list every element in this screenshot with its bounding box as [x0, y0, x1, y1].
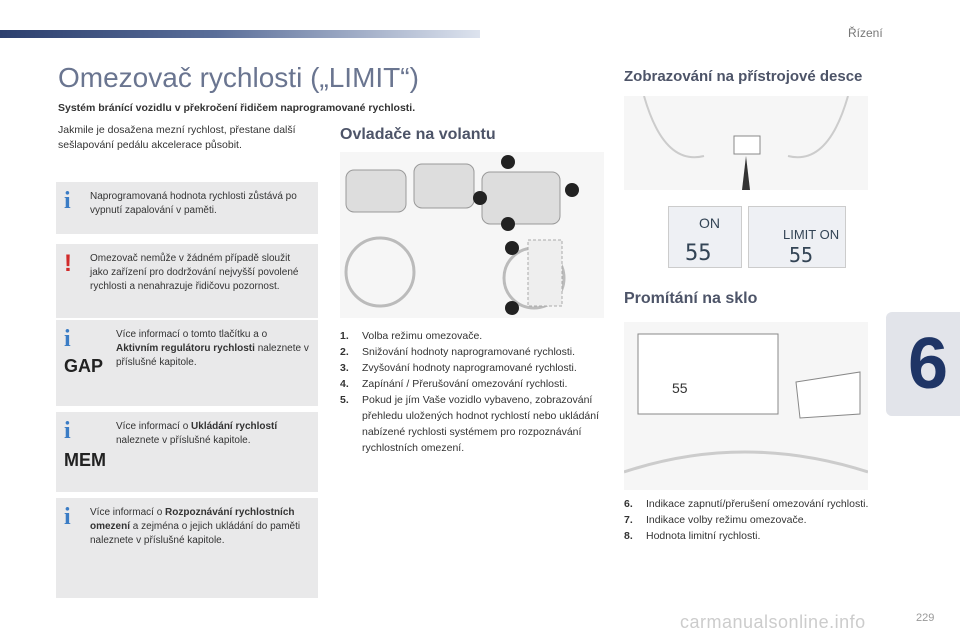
page-number: 229: [916, 612, 935, 624]
list-item: 4. Zapínání / Přerušování omezování rychlosti.: [340, 378, 568, 390]
info-box-text: Více informací o Ukládání rychlostí naleznete v příslušné kapitole.: [116, 421, 278, 446]
info-box-text: Více informací o Rozpoznávání rychlostních omezení a zejména o jejich ukládání do paměti naleznete v příslušné kapitole.: [90, 507, 301, 546]
intro-text: Jakmile je dosažena mezní rychlost, přestane další sešlapování pedálu akcelerace působit.: [58, 124, 296, 151]
hud-heading: Promítání na sklo: [624, 290, 758, 307]
limit-on-label: LIMIT ON: [783, 227, 840, 242]
info-box-text: Naprogramovaná hodnota rychlosti zůstává po vypnutí zapalování v paměti.: [90, 191, 297, 216]
info-box-text: Více informací o tomto tlačítku a o Aktivním regulátoru rychlosti naleznete v příslušné kapitole.: [116, 329, 309, 368]
list-item: 7. Indikace volby režimu omezovače.: [624, 514, 807, 526]
info-icon: i: [64, 418, 71, 444]
display-on-panel: [668, 206, 742, 268]
watermark: carmanualsonline.info: [680, 612, 866, 632]
list-item: 2. Snižování hodnoty naprogramované rychlosti.: [340, 346, 576, 358]
section-title: Řízení: [848, 26, 883, 40]
on-label: ON: [699, 215, 720, 231]
hud-speed: 55: [672, 380, 688, 396]
page-subtitle: Systém bránící vozidlu v překročení řidičem naprogramované rychlosti.: [58, 102, 416, 114]
dashboard-illustration: [624, 96, 868, 190]
info-box-recognition: [56, 498, 318, 598]
warning-box-text: Omezovač nemůže v žádném případě sloužit jako zařízení pro dodržování nejvyšší povolené rychlosti a nenahrazuje řidičovu pozornost.: [90, 253, 299, 292]
header-bar: [0, 30, 480, 38]
info-box-mem: [56, 412, 318, 492]
speed-value: 55: [789, 243, 814, 267]
display-heading: Zobrazování na přístrojové desce: [624, 68, 863, 85]
info-icon: i: [64, 326, 71, 352]
mem-label: MEM: [64, 450, 106, 470]
controls-heading: Ovladače na volantu: [340, 126, 496, 143]
dashboard-icon: [624, 96, 868, 190]
info-box-memory: [56, 182, 318, 234]
list-item: 6. Indikace zapnutí/přerušení omezování rychlosti.: [624, 498, 869, 510]
list-item: 1. Volba režimu omezovače.: [340, 330, 483, 342]
warning-box: [56, 244, 318, 318]
hud-illustration: [624, 322, 868, 490]
list-item: 8. Hodnota limitní rychlosti.: [624, 530, 761, 542]
gap-label: GAP: [64, 356, 104, 376]
page-title: Omezovač rychlosti („LIMIT“): [58, 62, 419, 93]
chapter-number: 6: [907, 324, 949, 404]
hud-list: [624, 496, 874, 544]
hud-icon: [624, 322, 868, 490]
info-box-gap: [56, 320, 318, 406]
display-limit-panel: [748, 206, 846, 268]
controls-list: [340, 328, 602, 456]
steering-controls-illustration: [340, 152, 604, 318]
info-icon: i: [64, 504, 71, 530]
list-item: 3. Zvyšování hodnoty naprogramované rychlosti.: [340, 362, 577, 374]
list-item: 5. Pokud je jím Vaše vozidlo vybaveno, zobrazování přehledu uložených hodnot rychlostí nebo ukládání nabízené rychlosti systémem pro rozpoznávání rychlostních omezení.: [340, 394, 599, 454]
warning-icon: !: [64, 250, 72, 277]
speed-value: 55: [685, 241, 712, 266]
steering-wheel-icon: [340, 152, 604, 318]
info-icon: i: [64, 188, 71, 214]
